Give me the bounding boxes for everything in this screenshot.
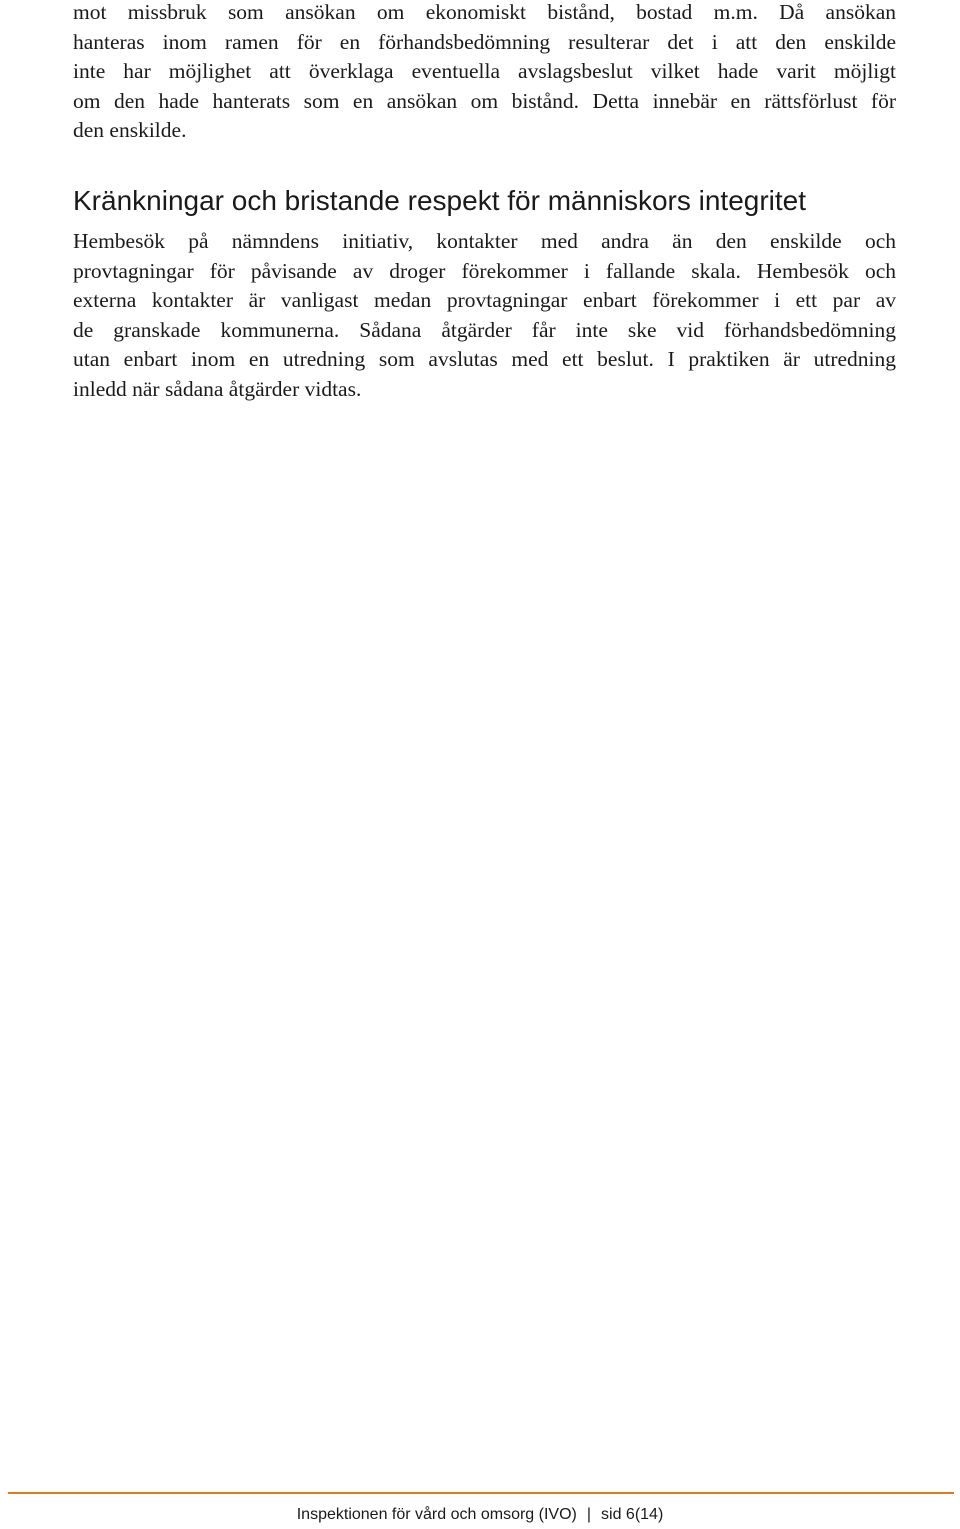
paragraph-line: inte har möjlighet att överklaga eventuella avslagsbeslut vilket hade varit möjligt (73, 59, 896, 83)
paragraph-line: provtagningar för påvisande av droger förekommer i fallande skala. Hembesök och (73, 258, 896, 283)
paragraph-line: mot missbruk som ansökan om ekonomiskt bistånd, bostad m.m. Då ansökan (73, 0, 896, 24)
page-footer (0, 1504, 960, 1526)
paragraph-line: externa kontakter är vanligast medan provtagningar enbart förekommer i ett par av (73, 288, 896, 312)
intro-paragraph (73, 0, 896, 146)
paragraph-line: Hembesök på nämndens initiativ, kontakter med andra än den enskilde och (73, 229, 896, 253)
page-number: sid 6(14) (601, 1506, 664, 1523)
paragraph-line: de granskade kommunerna. Sådana åtgärder får inte ske vid förhandsbedömning (73, 317, 896, 342)
footer-separator: | (586, 1506, 592, 1523)
paragraph-line: om den hade hanterats som en ansökan om bistånd. Detta innebär en rättsförlust för (73, 88, 896, 113)
footer-organization: Inspektionen för vård och omsorg (IVO) (296, 1506, 577, 1523)
footer-divider (8, 1492, 954, 1494)
section-heading: Kränkningar och bristande respekt för människors integritet (73, 185, 807, 216)
paragraph-line: inledd när sådana åtgärder vidtas. (73, 376, 362, 401)
paragraph-line: utan enbart inom en utredning som avslutas med ett beslut. I praktiken är utredning (73, 347, 896, 371)
paragraph-line: hanteras inom ramen för en förhandsbedömning resulterar det i att den enskilde (73, 29, 896, 54)
section-paragraph (73, 227, 896, 404)
paragraph-line: den enskilde. (73, 118, 187, 142)
